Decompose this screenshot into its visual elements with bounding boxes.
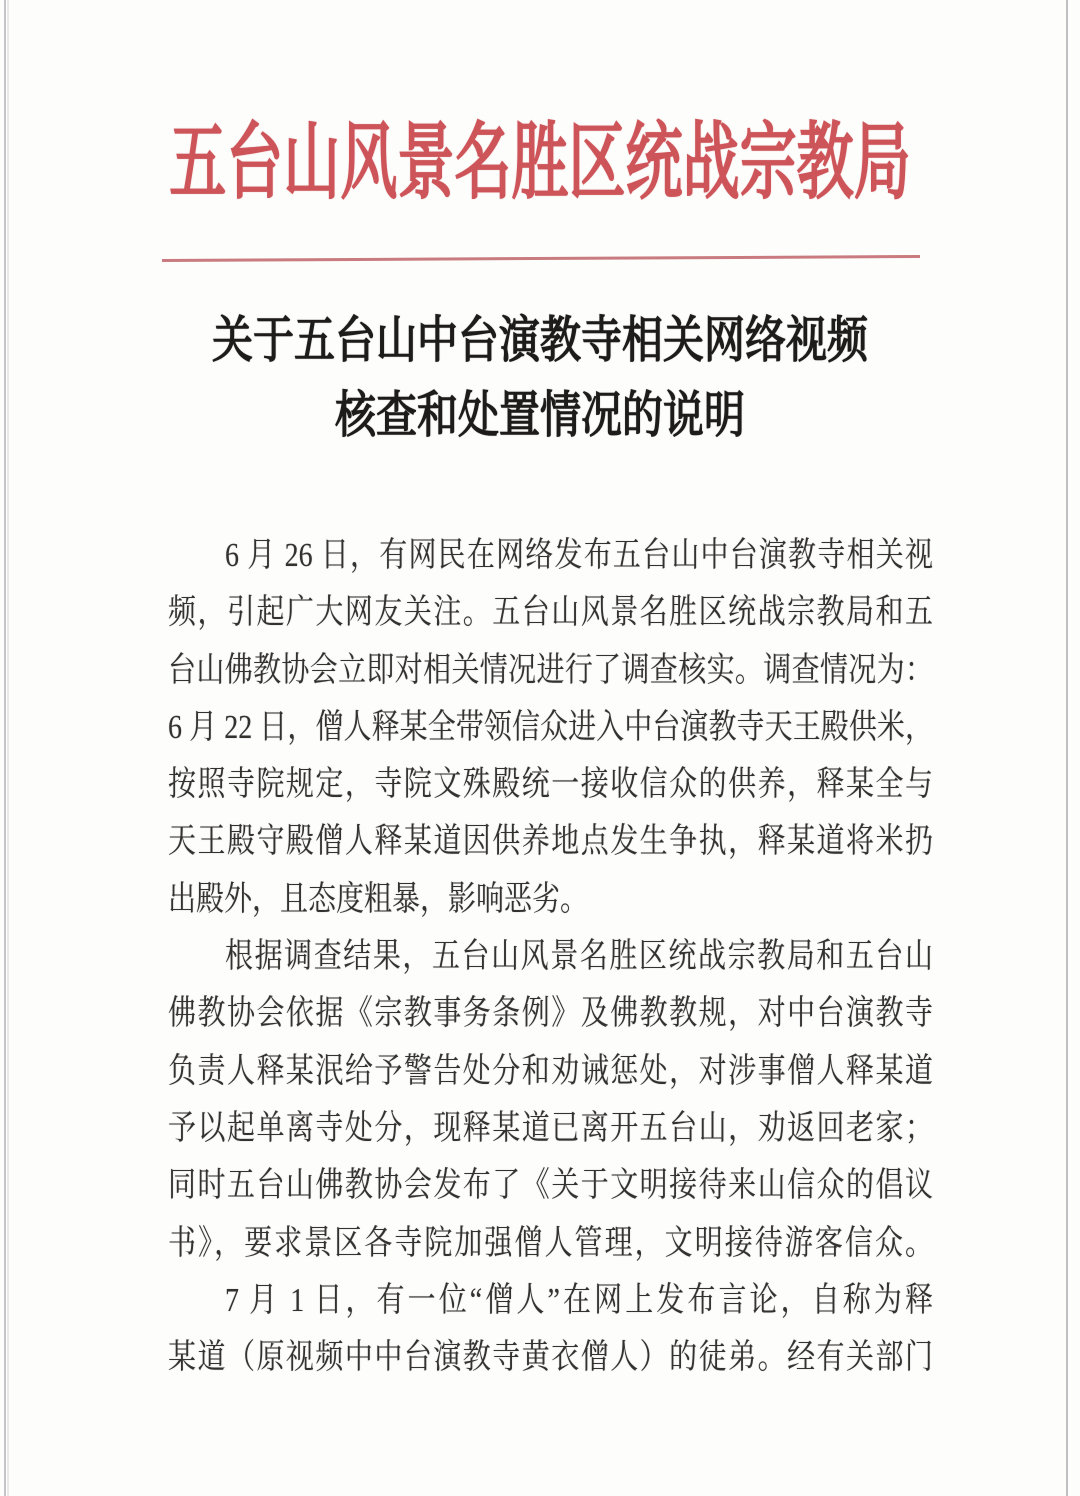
letterhead-red-divider xyxy=(162,255,920,262)
body-line: 7 月 1 日，有一位“僧人”在网上发布言论，自称为释 xyxy=(225,1281,933,1320)
body-line: 6 月 26 日，有网民在网络发布五台山中台演教寺相关视 xyxy=(225,536,933,575)
document-title-line-2: 核查和处置情况的说明 xyxy=(335,386,745,443)
body-line: 某道（原视频中中台演教寺黄衣僧人）的徒弟。经有关部门 xyxy=(168,1338,933,1377)
body-line: 台山佛教协会立即对相关情况进行了调查核实。调查情况为： xyxy=(168,651,933,689)
body-line: 6 月 22 日，僧人释某全带领信众进入中台演教寺天王殿供米， xyxy=(168,708,933,747)
body-line: 负责人释某泯给予警告处分和劝诫惩处，对涉事僧人释某道 xyxy=(168,1052,933,1091)
body-line: 频，引起广大网友关注。五台山风景名胜区统战宗教局和五 xyxy=(168,593,933,632)
document-body xyxy=(168,527,933,1386)
body-line: 书》，要求景区各寺院加强僧人管理，文明接待游客信众。 xyxy=(168,1224,933,1262)
document-title-line-1: 关于五台山中台演教寺相关网络视频 xyxy=(212,311,868,368)
body-line: 按照寺院规定，寺院文殊殿统一接收信众的供养，释某全与 xyxy=(168,765,933,804)
body-line: 根据调查结果，五台山风景名胜区统战宗教局和五台山 xyxy=(225,937,933,976)
body-line: 天王殿守殿僧人释某道因供养地点发生争执，释某道将米扔 xyxy=(168,823,933,861)
scan-edge-left-line xyxy=(4,0,6,1496)
body-line: 出殿外，且态度粗暴，影响恶劣。 xyxy=(168,880,589,919)
letterhead-agency-name: 五台山风景名胜区统战宗教局 xyxy=(169,117,911,211)
scan-edge-right-line xyxy=(1066,0,1068,1496)
body-line: 予以起单离寺处分，现释某道已离开五台山，劝返回老家； xyxy=(168,1109,933,1148)
body-line: 佛教协会依据《宗教事务条例》及佛教教规，对中台演教寺 xyxy=(168,994,933,1033)
body-line: 同时五台山佛教协会发布了《关于文明接待来山信众的倡议 xyxy=(168,1166,933,1205)
document-title xyxy=(0,303,1080,453)
